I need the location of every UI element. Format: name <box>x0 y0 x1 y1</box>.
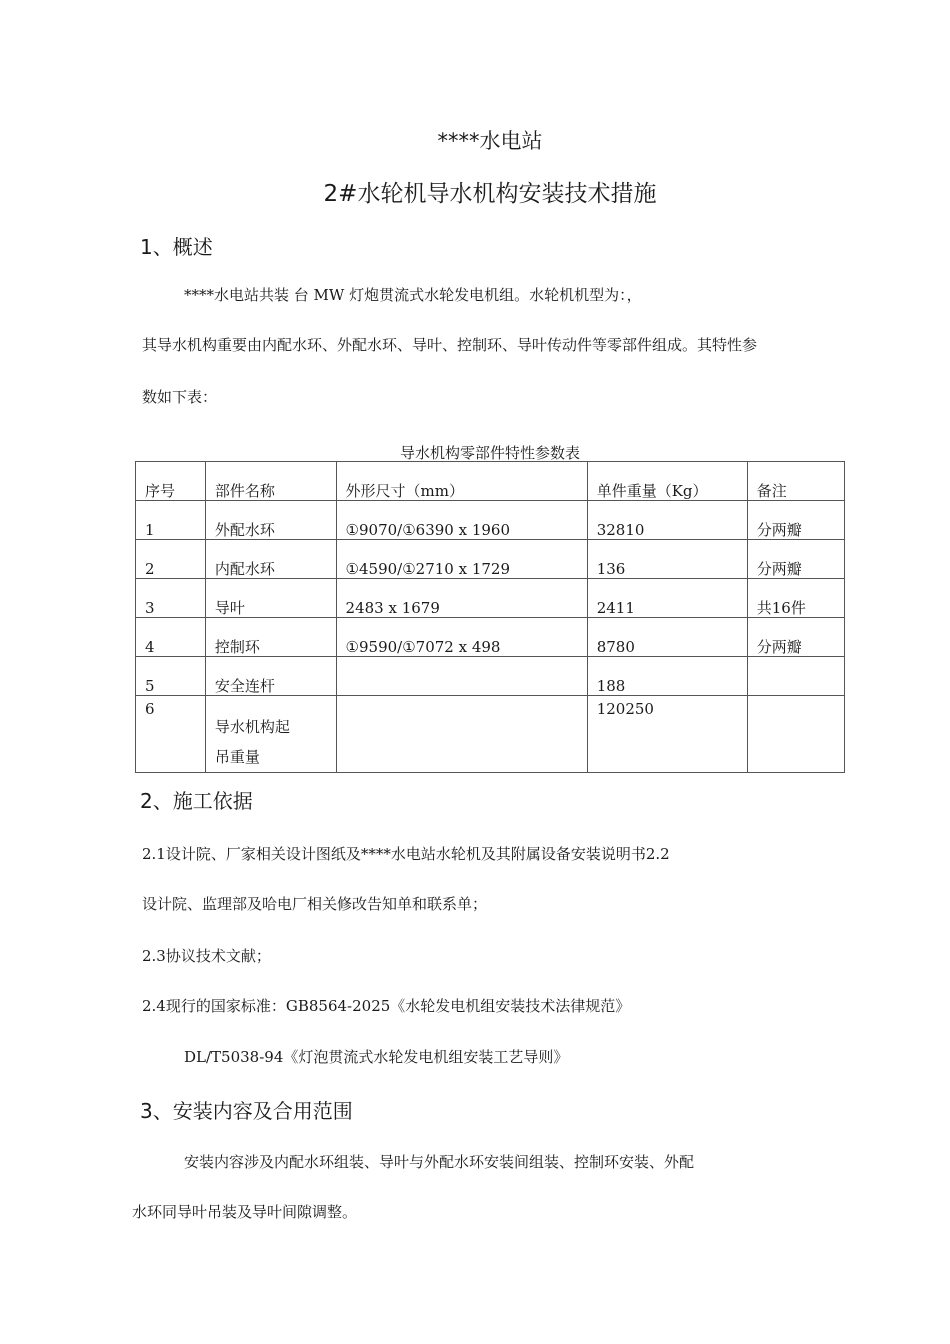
table-cell: 2 <box>136 540 206 579</box>
table-cell: 1 <box>136 501 206 540</box>
table-cell: 安全连杆 <box>205 657 336 696</box>
cell-text-line: 导水机构起 <box>214 718 290 736</box>
header-cell: 外形尺寸（mm） <box>336 462 587 501</box>
document-subtitle: 2#水轮机导水机构安装技术措施 <box>323 181 657 207</box>
section1-paragraph-line3: 数如下表： <box>142 388 218 406</box>
section3-line2: 水环同导叶吊装及导叶间隙调整。 <box>132 1203 358 1221</box>
table-row <box>136 501 845 540</box>
table-row <box>136 657 845 696</box>
table-cell: 分两瓣 <box>747 540 844 579</box>
section2-line1: 2.1设计院、厂家相关设计图纸及****水电站水轮机及其附属设备安装说明书2.2 <box>142 845 670 863</box>
table-cell: ①9070/①6390 x 1960 <box>336 501 587 540</box>
table-cell: 控制环 <box>205 618 336 657</box>
table-cell: 120250 <box>587 696 747 773</box>
table-cell: 8780 <box>587 618 747 657</box>
section2-line3: 2.3协议技术文献； <box>142 947 271 965</box>
table-cell <box>747 657 844 696</box>
table-cell <box>336 657 587 696</box>
header-cell: 序号 <box>136 462 206 501</box>
table-row <box>136 540 845 579</box>
section1-heading: 1、概述 <box>140 235 213 259</box>
table-cell: 分两瓣 <box>747 618 844 657</box>
table-cell: 2411 <box>587 579 747 618</box>
table-cell <box>205 696 336 773</box>
header-cell: 单件重量（Kg） <box>587 462 747 501</box>
table-cell: 3 <box>136 579 206 618</box>
section2-line2: 设计院、监理部及哈电厂相关修改告知单和联系单； <box>142 895 488 913</box>
section2-line5: DL/T5038-94《灯泡贯流式水轮发电机组安装工艺导则》 <box>184 1048 569 1066</box>
table-cell: ①4590/①2710 x 1729 <box>336 540 587 579</box>
header-cell: 备注 <box>747 462 844 501</box>
table-cell: 内配水环 <box>205 540 336 579</box>
table-header-row <box>136 462 845 501</box>
table-cell: 导叶 <box>205 579 336 618</box>
table-row <box>136 696 845 773</box>
table-cell: ①9590/①7072 x 498 <box>336 618 587 657</box>
table-row <box>136 618 845 657</box>
parts-spec-table <box>135 461 845 773</box>
table-cell <box>747 696 844 773</box>
table-cell: 6 <box>136 696 206 773</box>
section1-paragraph-line1: ****水电站共装 台 MW 灯炮贯流式水轮发电机组。水轮机机型为：， <box>184 286 642 304</box>
table-cell <box>336 696 587 773</box>
table-cell: 分两瓣 <box>747 501 844 540</box>
table-cell: 2483 x 1679 <box>336 579 587 618</box>
section2-line4: 2.4现行的国家标准：GB8564-2025《水轮发电机组安装技术法律规范》 <box>142 997 631 1015</box>
table-cell: 136 <box>587 540 747 579</box>
table-cell: 5 <box>136 657 206 696</box>
section1-paragraph-line2: 其导水机构重要由内配水环、外配水环、导叶、控制环、导叶传动件等零部件组成。其特性参 <box>142 336 758 354</box>
table-cell: 共16件 <box>747 579 844 618</box>
table-cell: 外配水环 <box>205 501 336 540</box>
table-row <box>136 579 845 618</box>
section3-line1: 安装内容涉及内配水环组装、导叶与外配水环安装间组装、控制环安装、外配 <box>184 1153 695 1171</box>
cell-text-line: 吊重量 <box>214 748 260 766</box>
header-cell: 部件名称 <box>205 462 336 501</box>
document-title: ****水电站 <box>437 129 543 153</box>
table-caption: 导水机构零部件特性参数表 <box>399 444 580 462</box>
table-cell: 188 <box>587 657 747 696</box>
table-cell: 4 <box>136 618 206 657</box>
section2-heading: 2、施工依据 <box>140 789 253 813</box>
table-cell: 32810 <box>587 501 747 540</box>
section3-heading: 3、安装内容及合用范围 <box>140 1099 353 1123</box>
